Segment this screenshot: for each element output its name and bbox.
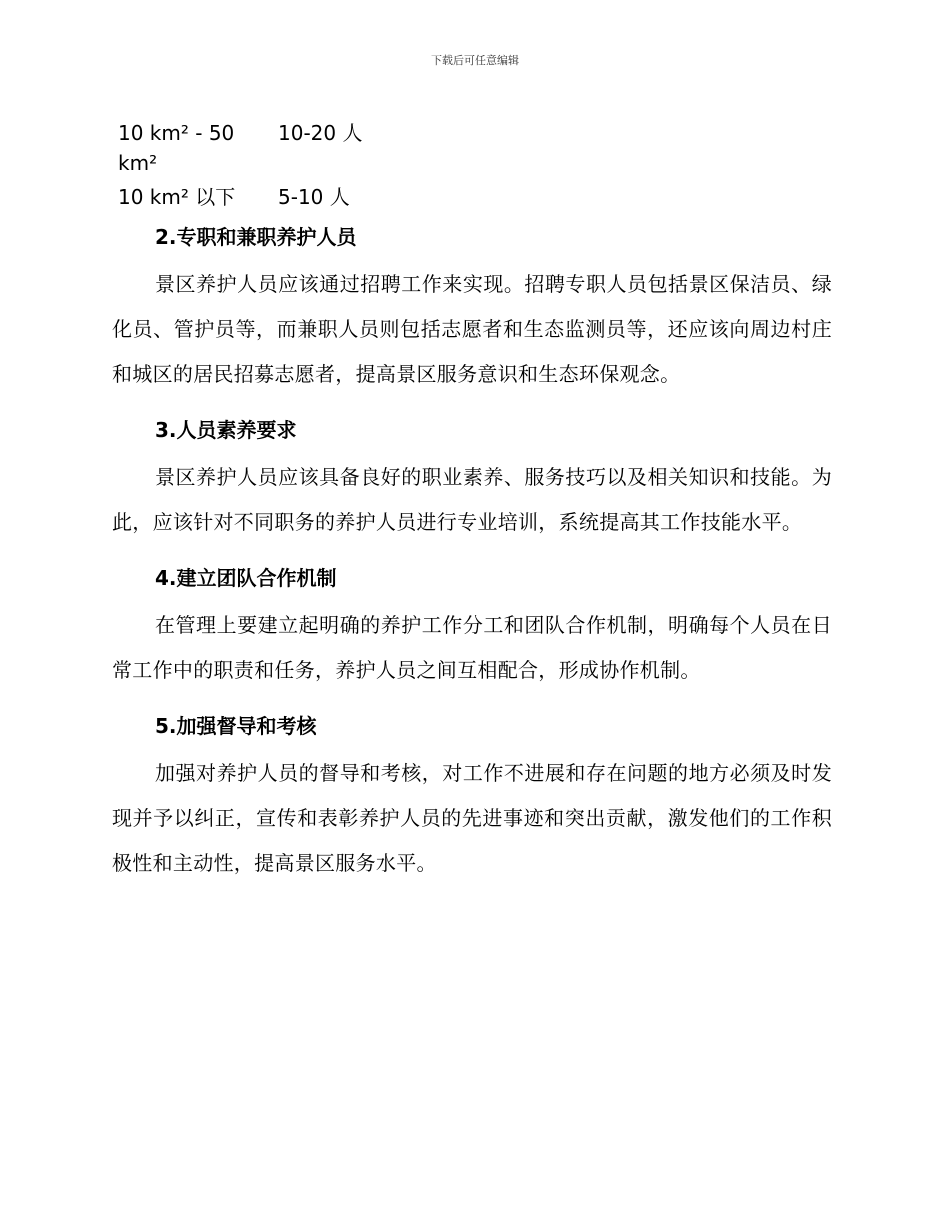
section-paragraph: 在管理上要建立起明确的养护工作分工和团队合作机制，明确每个人员在日常工作中的职责和任务，养护人员之间互相配合，形成协作机制。	[112, 613, 832, 682]
section-heading: 3.人员素养要求	[155, 418, 297, 442]
table-row	[118, 118, 388, 182]
area-staffing-table	[118, 118, 388, 212]
section-paragraph: 加强对养护人员的督导和考核，对工作不进展和存在问题的地方必须及时发现并予以纠正，宣传和表彰养护人员的先进事迹和突出贡献，激发他们的工作积极性和主动性，提高景区服务水平。	[112, 761, 832, 875]
area-cell: 10 km² 以下	[118, 185, 236, 209]
table-row	[118, 182, 388, 212]
section-qualification	[112, 415, 832, 545]
staff-count-cell: 10-20 人	[278, 121, 363, 145]
section-heading: 2.专职和兼职养护人员	[155, 225, 357, 249]
section-teamwork	[112, 563, 832, 693]
page-header-note: 下载后可任意编辑	[431, 54, 519, 67]
section-heading: 4.建立团队合作机制	[155, 566, 337, 590]
section-heading: 5.加强督导和考核	[155, 714, 317, 738]
section-paragraph: 景区养护人员应该具备良好的职业素养、服务技巧以及相关知识和技能。为此，应该针对不同职务的养护人员进行专业培训，系统提高其工作技能水平。	[112, 465, 832, 534]
section-staff-types	[112, 222, 832, 397]
staff-count-cell: 5-10 人	[278, 185, 350, 209]
section-paragraph: 景区养护人员应该通过招聘工作来实现。招聘专职人员包括景区保洁员、绿化员、管护员等，而兼职人员则包括志愿者和生态监测员等，还应该向周边村庄和城区的居民招募志愿者，提高景区服务意识和生态环保观念。	[112, 272, 832, 386]
section-supervision	[112, 711, 832, 886]
area-cell: 10 km² - 50 km²	[118, 121, 235, 175]
document-content	[112, 222, 832, 904]
